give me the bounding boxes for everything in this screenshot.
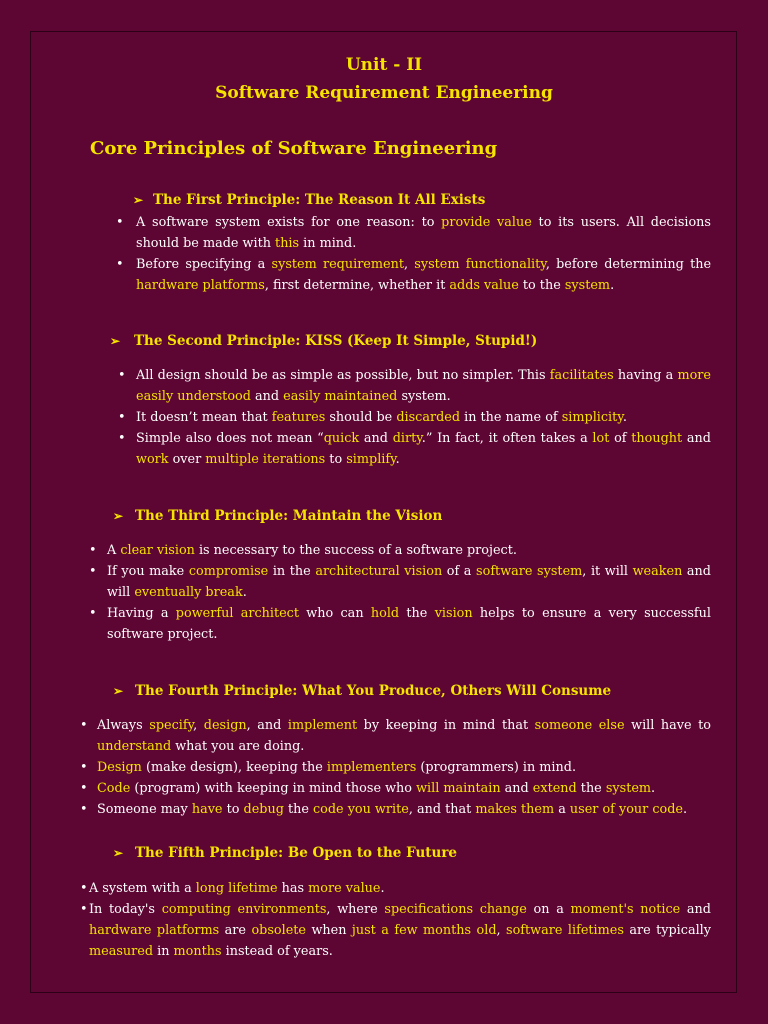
highlighted-text: this [275, 236, 300, 251]
principle-2-title [110, 333, 537, 349]
body-text: has [277, 881, 309, 896]
body-text: and [682, 431, 711, 446]
bullet-item [80, 899, 711, 962]
body-text: to [325, 452, 347, 467]
bullet-icon: • [118, 431, 126, 446]
highlighted-text: implement [287, 718, 358, 733]
principle-title-text: The Second Principle: KISS (Keep It Simple, Stupid!) [134, 333, 538, 349]
arrow-icon: ➢ [113, 509, 124, 523]
body-text: system. [397, 389, 451, 404]
highlighted-text: powerful architect [175, 606, 299, 621]
highlighted-text: moment's notice [570, 902, 681, 917]
bullet-icon: • [80, 802, 88, 817]
highlighted-text: understand [97, 739, 172, 754]
highlighted-text: user of your code [569, 802, 683, 817]
highlighted-text: hardware platforms [136, 278, 265, 293]
body-text: , [496, 923, 507, 938]
body-text: what you are doing. [171, 739, 305, 754]
highlighted-text: quick [323, 431, 360, 446]
highlighted-text: more easily understood [136, 368, 711, 404]
highlighted-text: design [203, 718, 247, 733]
section-heading: Core Principles of Software Engineering [90, 138, 498, 159]
principle-4-bullets [80, 715, 711, 820]
highlighted-text: system functionality [414, 257, 546, 272]
highlighted-text: makes them [475, 802, 555, 817]
bullet-item [80, 878, 711, 899]
principle-3-title [113, 508, 442, 524]
arrow-icon: ➢ [110, 334, 121, 348]
body-text: (programmers) in mind. [416, 760, 577, 775]
highlighted-text: simplicity [561, 410, 623, 425]
body-text: and [250, 389, 284, 404]
principle-title-text: The First Principle: The Reason It All Exists [153, 192, 486, 208]
body-text: having a [613, 368, 678, 383]
body-text: who can [299, 606, 371, 621]
body-text: , first determine, whether it [264, 278, 450, 293]
highlighted-text: software system [476, 564, 583, 579]
bullet-icon: • [80, 718, 88, 733]
bullet-icon: • [89, 606, 97, 621]
bullet-icon: • [89, 543, 97, 558]
highlighted-text: facilitates [549, 368, 614, 383]
highlighted-text: system [564, 278, 611, 293]
bullet-item [89, 540, 711, 561]
highlighted-text: measured [89, 944, 154, 959]
body-text: instead of years. [221, 944, 333, 959]
body-text: helps to ensure a very successful software project. [107, 606, 712, 642]
principle-3-bullets [89, 540, 711, 645]
body-text: and [500, 781, 533, 796]
body-text: All design should be as simple as possible, but no simpler. This [136, 368, 550, 383]
body-text: A system with a [89, 881, 196, 896]
highlighted-text: architectural vision [315, 564, 443, 579]
bullet-item [80, 778, 711, 799]
highlighted-text: multiple iterations [205, 452, 326, 467]
body-text: to the [518, 278, 565, 293]
highlighted-text: hardware platforms [89, 923, 220, 938]
body-text: , [403, 257, 415, 272]
body-text: in the [268, 564, 316, 579]
body-text: on a [526, 902, 571, 917]
body-text: In today's [89, 902, 162, 917]
highlighted-text: hold [370, 606, 400, 621]
body-text: A software system exists for one reason: to [136, 215, 442, 230]
body-text: over [168, 452, 206, 467]
body-text: the [576, 781, 606, 796]
bullet-item [80, 799, 711, 820]
bullet-icon: • [116, 257, 124, 272]
body-text: to [222, 802, 244, 817]
bullet-icon: • [118, 368, 126, 383]
highlighted-text: thought [631, 431, 683, 446]
principle-title-text: The Third Principle: Maintain the Vision [135, 508, 443, 524]
principle-5-title [113, 845, 457, 861]
body-text: by keeping in mind that [357, 718, 535, 733]
body-text: Always [97, 718, 150, 733]
highlighted-text: adds value [449, 278, 519, 293]
body-text: in the name of [460, 410, 562, 425]
principle-title-text: The Fourth Principle: What You Produce, Others Will Consume [135, 683, 612, 699]
body-text: are typically [623, 923, 711, 938]
highlighted-text: code you write [312, 802, 409, 817]
bullet-icon: • [80, 902, 88, 917]
highlighted-text: vision [434, 606, 473, 621]
body-text: in mind. [299, 236, 357, 251]
bullet-item [80, 757, 711, 778]
highlighted-text: more value [308, 881, 381, 896]
body-text: . [682, 802, 688, 817]
highlighted-text: Code [97, 781, 131, 796]
body-text: , and [246, 718, 288, 733]
bullet-icon: • [80, 881, 88, 896]
body-text: a [554, 802, 570, 817]
body-text: and will [107, 564, 711, 600]
body-text: the [399, 606, 435, 621]
bullet-icon: • [80, 781, 88, 796]
body-text: . [242, 585, 247, 600]
bullet-item [80, 715, 711, 757]
highlighted-text: system requirement [271, 257, 404, 272]
body-text: , before determining the [545, 257, 712, 272]
bullet-item [118, 428, 711, 470]
body-text: , it will [582, 564, 633, 579]
body-text: , [193, 718, 204, 733]
principle-4-title [113, 683, 611, 699]
bullet-item [89, 561, 711, 603]
body-text: will have to [624, 718, 711, 733]
highlighted-text: simplify [346, 452, 396, 467]
body-text: in [153, 944, 174, 959]
body-text: , and that [408, 802, 476, 817]
bullet-icon: • [118, 410, 126, 425]
body-text: and [359, 431, 393, 446]
highlighted-text: implementers [326, 760, 417, 775]
highlighted-text: debug [243, 802, 284, 817]
principle-1-title [133, 192, 485, 208]
arrow-icon: ➢ [113, 684, 124, 698]
highlighted-text: obsolete [251, 923, 306, 938]
highlighted-text: specify [149, 718, 194, 733]
body-text: . [622, 410, 627, 425]
body-text: . [651, 781, 656, 796]
principle-title-text: The Fifth Principle: Be Open to the Future [135, 845, 458, 861]
highlighted-text: specifications change [384, 902, 527, 917]
bullet-icon: • [89, 564, 97, 579]
highlighted-text: have [191, 802, 223, 817]
highlighted-text: Design [97, 760, 142, 775]
body-text: should be [325, 410, 397, 425]
highlighted-text: work [136, 452, 169, 467]
highlighted-text: long lifetime [195, 881, 278, 896]
bullet-icon: • [116, 215, 124, 230]
arrow-icon: ➢ [133, 193, 144, 207]
arrow-icon: ➢ [113, 846, 124, 860]
highlighted-text: software lifetimes [506, 923, 624, 938]
highlighted-text: eventually break [134, 585, 243, 600]
highlighted-text: weaken [632, 564, 683, 579]
highlighted-text: system [605, 781, 652, 796]
body-text: (program) with keeping in mind those who [130, 781, 417, 796]
principle-5-bullets [80, 878, 711, 962]
body-text: . [610, 278, 615, 293]
body-text: A [107, 543, 121, 558]
body-text: .” In fact, it often takes a [421, 431, 593, 446]
highlighted-text: will maintain [416, 781, 501, 796]
highlighted-text: discarded [396, 410, 461, 425]
body-text: Someone may [97, 802, 192, 817]
bullet-icon: • [80, 760, 88, 775]
body-text: is necessary to the success of a software project. [194, 543, 517, 558]
highlighted-text: extend [532, 781, 577, 796]
highlighted-text: just a few months old [351, 923, 497, 938]
bullet-item [89, 603, 711, 645]
body-text: are [219, 923, 252, 938]
body-text: when [306, 923, 352, 938]
body-text: Simple also does not mean “ [136, 431, 324, 446]
body-text: . [395, 452, 400, 467]
bullet-item [116, 212, 711, 254]
highlighted-text: clear vision [120, 543, 195, 558]
highlighted-text: easily maintained [283, 389, 398, 404]
body-text: to its users. All decisions should be made with [136, 215, 711, 251]
body-text: the [283, 802, 313, 817]
bullet-item [116, 254, 711, 296]
body-text: It doesn’t mean that [136, 410, 272, 425]
body-text: and [680, 902, 711, 917]
bullet-item [118, 365, 711, 407]
body-text: Having a [107, 606, 176, 621]
highlighted-text: dirty [392, 431, 422, 446]
highlighted-text: provide value [441, 215, 532, 230]
body-text: . [380, 881, 385, 896]
body-text: of [609, 431, 632, 446]
body-text: (make design), keeping the [141, 760, 327, 775]
body-text: , where [326, 902, 385, 917]
highlighted-text: computing environments [161, 902, 327, 917]
highlighted-text: lot [592, 431, 610, 446]
highlighted-text: months [173, 944, 222, 959]
principle-1-bullets [116, 212, 711, 296]
subject-title: Software Requirement Engineering [215, 83, 553, 103]
bullet-item [118, 407, 711, 428]
highlighted-text: someone else [534, 718, 625, 733]
highlighted-text: compromise [188, 564, 269, 579]
highlighted-text: features [271, 410, 326, 425]
unit-title: Unit - II [345, 55, 423, 75]
body-text: If you make [107, 564, 189, 579]
principle-2-bullets [118, 365, 711, 470]
body-text: of a [442, 564, 477, 579]
body-text: Before specifying a [136, 257, 272, 272]
